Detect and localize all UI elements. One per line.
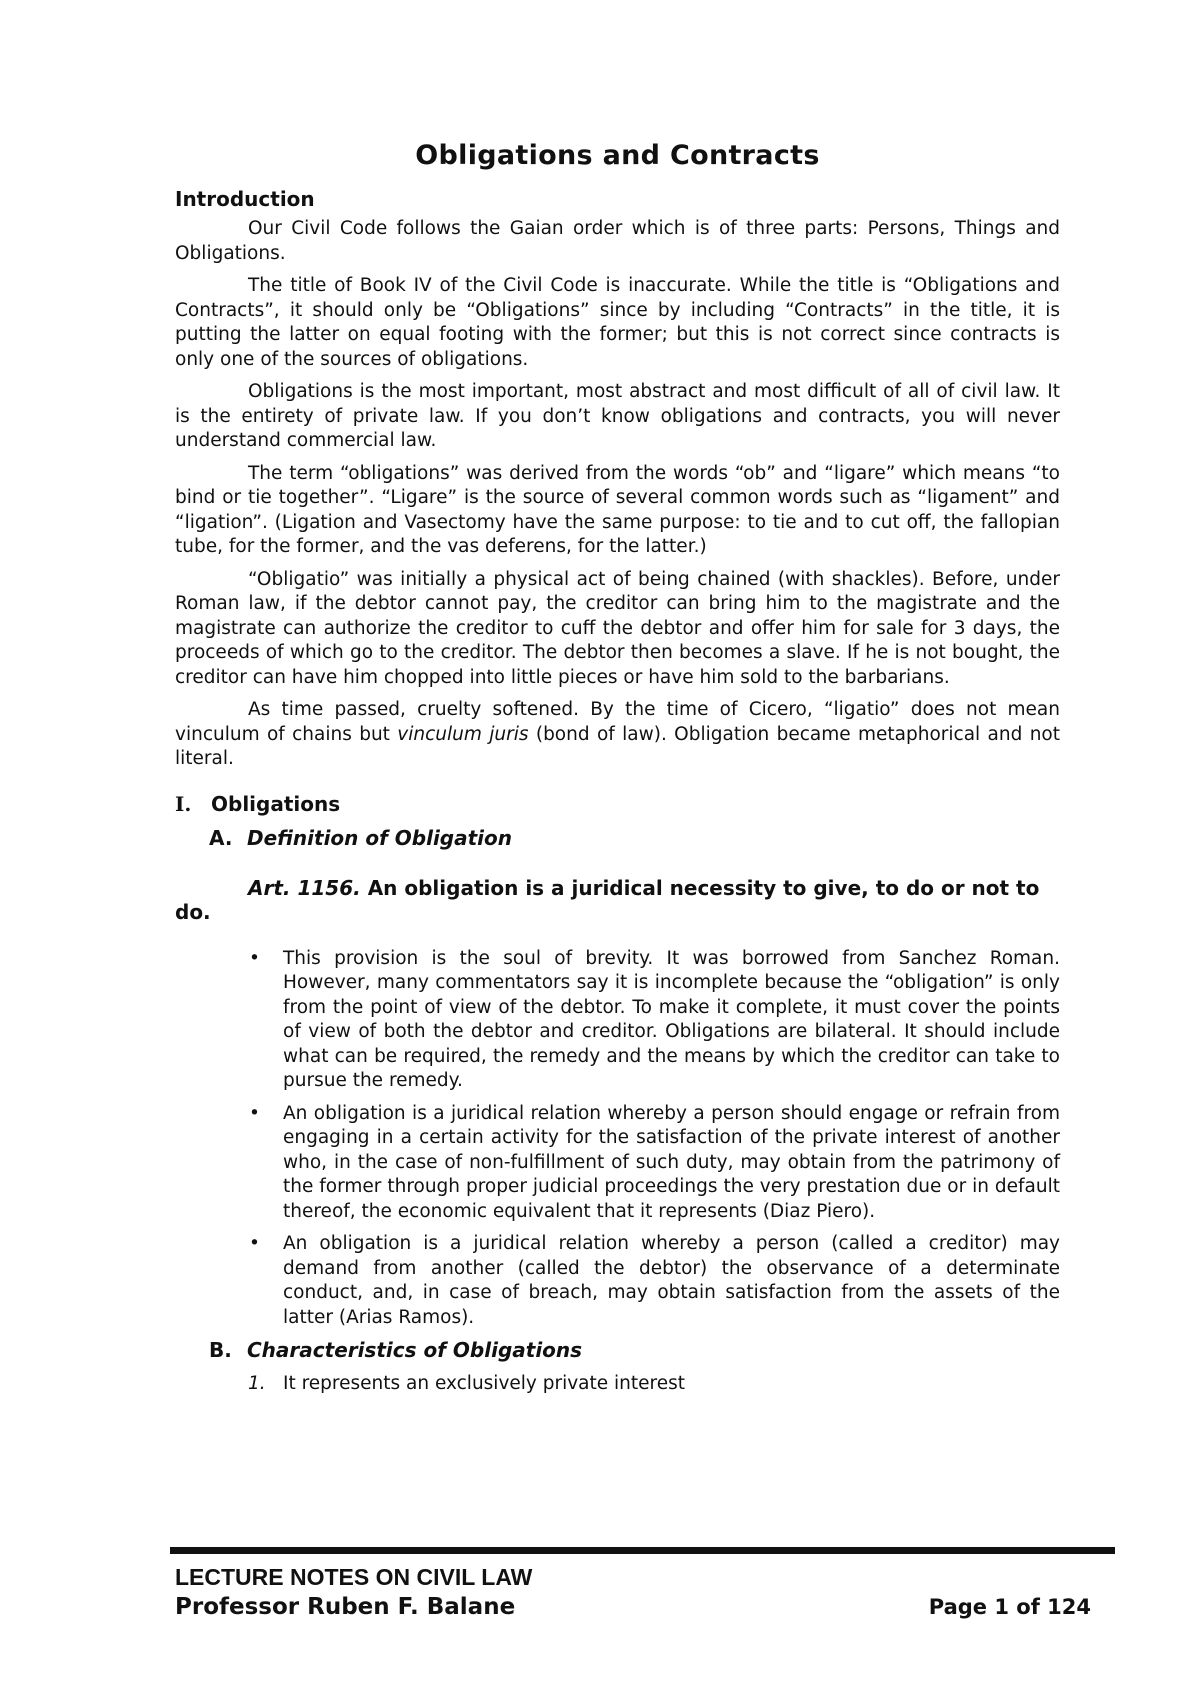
intro-paragraph-1: Our Civil Code follows the Gaian order which is of three parts: Persons, Things and Obligations. — [175, 218, 1060, 264]
intro-paragraph-5: “Obligatio” was initially a physical act of being chained (with shackles). Before, under Roman law, if the debtor cannot pay, the creditor can bring him to the magistrate and the magistrate can authorize the creditor to cuff the debtor and offer him for sale for 3 days, the proceeds of which go to the creditor. The debtor then becomes a slave. If he is not bought, the creditor can have him chopped into little pieces or have him sold to the barbarians. — [175, 568, 1060, 688]
intro-paragraph-3: Obligations is the most important, most abstract and most difficult of all of civil law. It is the entirety of private law. If you don’t know obligations and contracts, you will never understand commercial law. — [175, 381, 1060, 451]
section-heading — [175, 792, 1060, 816]
intro-paragraph-2: The title of Book IV of the Civil Code is inaccurate. While the title is “Obligations and Contracts”, it should only be “Obligations” since by including “Contracts” in the title, it is putting the latter on equal footing with the former; but this is not correct since contracts is only one of the sources of obligations. — [175, 275, 1060, 370]
subsection-a-letter: A. — [209, 825, 233, 850]
subsection-b-title: Characteristics of Obligations — [247, 1338, 583, 1362]
subsection-b-heading — [209, 1338, 1060, 1362]
article-text: An obligation is a juridical necessity to give, to do or not to do. — [175, 875, 1040, 924]
latin-term: vinculum juris — [397, 723, 529, 745]
article-1156 — [175, 876, 1060, 925]
list-item — [249, 1102, 1060, 1225]
page-content — [175, 140, 1060, 1397]
bullet-icon: • — [249, 947, 260, 969]
subsection-b-letter: B. — [209, 1338, 232, 1362]
subsection-a-title: Definition of Obligation — [247, 825, 512, 850]
bullet-text: This provision is the soul of brevity. It was borrowed from Sanchez Roman. However, many commentators say it is incomplete because the “obligation” is only from the point of view of the debtor. To make it complete, it must cover the points of view of both the debtor and creditor. Obligations are bilateral. It should include what can be required, the remedy and the means by which the creditor can take to pursue the remedy. — [283, 947, 1060, 1091]
list-item — [249, 1232, 1060, 1330]
list-item — [249, 947, 1060, 1094]
characteristics-list — [175, 1372, 1060, 1397]
para-text-before: As time passed, cruelty softened. By the time of Cicero, “ligatio” does not mean vinculum of chains but — [175, 699, 1060, 745]
item-text: It represents an exclusively private interest — [283, 1373, 686, 1394]
subsection-a-heading — [209, 826, 1060, 850]
section-title: Obligations — [211, 791, 341, 816]
page-footer — [175, 1562, 1095, 1622]
bullet-icon: • — [249, 1102, 260, 1124]
list-item — [248, 1372, 1060, 1397]
article-label: Art. 1156. — [248, 875, 361, 900]
intro-paragraph-6 — [175, 698, 1060, 772]
bullet-text: An obligation is a juridical relation whereby a person (called a creditor) may demand from another (called the debtor) the observance of a determinate conduct, and, in case of breach, may obtain satisfaction from the assets of the latter (Arias Ramos). — [283, 1233, 1060, 1328]
definition-bullet-list — [175, 947, 1060, 1331]
introduction-heading: Introduction — [175, 187, 315, 211]
bullet-icon: • — [249, 1233, 260, 1254]
bullet-text: An obligation is a juridical relation whereby a person should engage or refrain from engaging in a certain activity for the satisfaction of the private interest of another who, in the case of non-fulfillment of such duty, may obtain from the patrimony of the former through proper judicial proceedings the very prestation due or in default thereof, the economic equivalent that it represents (Diaz Piero). — [283, 1102, 1060, 1222]
footer-divider — [170, 1547, 1115, 1554]
page-number: Page 1 of 124 — [928, 1595, 1091, 1619]
footer-author: Professor Ruben F. Balane — [175, 1594, 516, 1620]
footer-author-row — [175, 1592, 1095, 1622]
item-number: 1. — [248, 1373, 266, 1394]
footer-course-title: LECTURE NOTES ON CIVIL LAW — [175, 1564, 533, 1590]
section-numeral: I. — [175, 791, 192, 816]
document-title: Obligations and Contracts — [415, 140, 820, 171]
para-text-after: (bond of law). Obligation became metaphorical and not literal. — [175, 723, 1060, 769]
intro-paragraph-4: The term “obligations” was derived from the words “ob” and “ligare” which means “to bind or tie together”. “Ligare” is the source of several common words such as “ligament” and “ligation”. (Ligation and Vasectomy have the same purpose: to tie and to cut off, the fallopian tube, for the former, and the vas deferens, for the latter.) — [175, 462, 1060, 557]
